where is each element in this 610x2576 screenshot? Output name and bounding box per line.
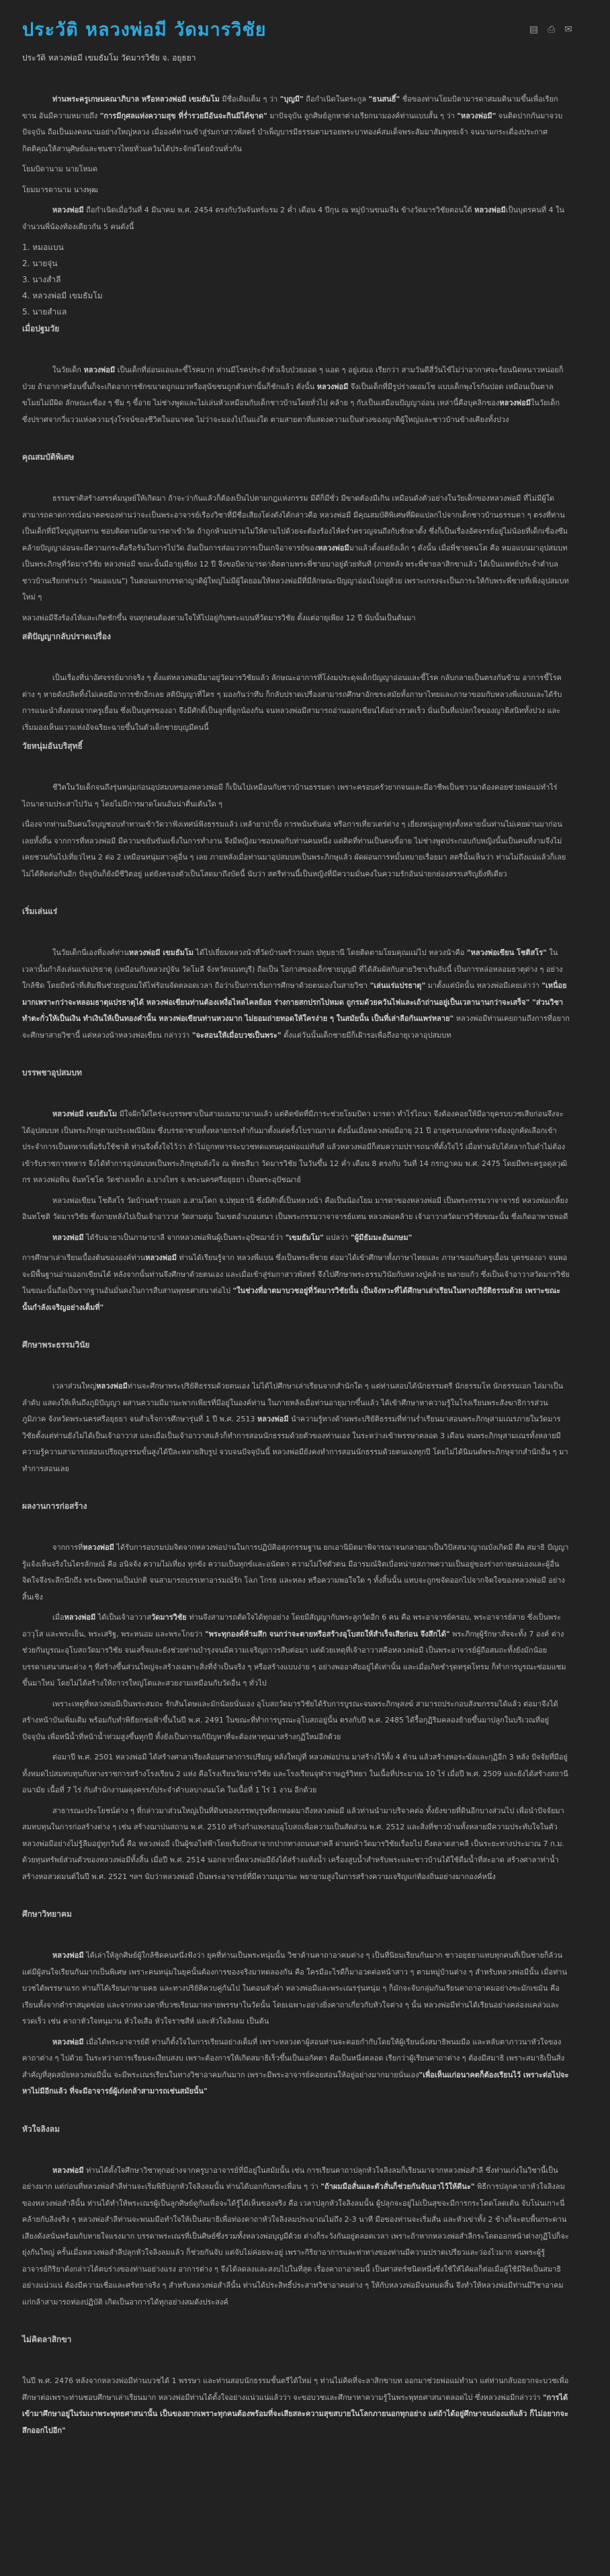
text: โยมบิดานาม นายโหมด xyxy=(22,165,98,173)
paragraph xyxy=(22,1378,570,1477)
bold-text: "พระทุกองค์ห้ามสึก จนกว่าจะตายหรือสร้างอุโบสถให้สำเร็จเสียก่อน จึงสึกได้" xyxy=(204,1629,450,1638)
text: มาตั้งแต่บัดนั้น หลวงพ่อมีเคยเล่าว่า xyxy=(425,981,542,990)
paragraph xyxy=(22,1250,570,1316)
text: ท่านจึงสามารถตัดใจได้ทุกอย่าง โดยมีสัญญากับพระลูกวัดอีก 6 คน คือ พระอาจารย์ครอบ, พระอาจารย์สาย ซึ่งเป็นพระอาวุโส และพระเย็น, พระเสริฐ, พระหนอม และพระโกยว่า xyxy=(22,1613,562,1638)
text: หลวงพ่อมีท่านเคยถามถึงการที่อยากจะศึกษาสายวิชานี้ แต่หลวงน้าหลวงพ่อเขียน กล่าวว่า xyxy=(22,1014,570,1040)
bold-text: หลวงพ่อมี xyxy=(83,366,116,374)
bold-text: "ผู้มีธัมมะอันเกษม" xyxy=(350,1233,412,1242)
text: ไม่คิดลาสิกขา xyxy=(22,2335,72,2344)
section-heading xyxy=(22,1067,570,1079)
text: ศึกษาพระธรรมวินัย xyxy=(22,1340,90,1349)
text: เนื่องจากท่านเป็นคนใจบุญชอบทำทานเข้าวัดวาฟังเทศน์ฟังธรรมแล้ว เหล้ายาปาปิ้ง การพนันขันต่อ หรือการเที่ยวเตร่ต่าง ๆ เยี่ยงหนุ่มลูกทุ่งทั้งหลายนั้นท่านไม่เคยผ่านมาก่อนเลยทั้งสิ้น จากการที่หลวงพ่อมี มีความขยันขันแข็งในการทำงาน จึงมีหญิงมาชอบพอกับท่านคนหนึ่ง แต่ติดที่ท่านเป็นคนขี้อาย ไม่ช่างพูดประกอบกับหญิงนั้นเป็นคนที่งามจึงไม่เคยชวนกันไปเที่ยวไหน 2 ต่อ 2 เหมือนหนุ่มสาวคู่อื่น ๆ เลย ภายหลังเมื่อท่านมาอุปสมบทเป็นพระภิกษุแล้ว ผัดผ่อนการหมั้นหมายเรื่อยมา สตรีนั้นเห็นว่า ท่านไม่ถึงแน่แล้วก็เลยไม่ได้ติดต่อกันอีก ปัจจุบันก็ยังมีชีวิตอยู่ แต่ยังครองตัวเป็นโสดมาถึงบัดนี้ นับว่า สตรีท่านนี้เป็นหญิงที่มีความมั่นคงในความรักอันน่ายกย่องสรรเสริญยิ่งทีเดียว xyxy=(22,820,566,878)
text: บรรพชาอุปสมบท xyxy=(22,1068,82,1077)
text: พิธีการปลุกคาถาหัวใจลิงลมของหลวงพ่อสำลีนั้น ท่านได้ทำให้พระเณรผู้เป็นลูกศิษย์ดูกันเพื่อจะได้รู้ได้เห็นของจริง คือ เวลาปลุกหัวใจลิงลมนั้น ผู้ปลุกจะอยู่ไม่เป็นสุขจะมีการกระโดดโลดเต้น จับโน่นเกาะนี่คล้ายกับลิงจริง ๆ หลวงพ่อสำลีท่านจะพนมมือทำใจให้เป็นสมาธิเพื่อท่องคาถาหัวใจลิงลมประมาณไม่ถึง 2-3 นาที มือของท่านจะเริ่มสั่น และหัวเข่าทั้ง 2 ข้างก็จะตบพื้นกระดานเสียงดังสนั่นพร้อมกับหายใจแรงมาก บรรดาพระเณรที่เป็นศิษย์ซึ่งรวมทั้งหลวงพ่อบุญมีด้วย ต่างก็ระวังกันอยู่ตลอดเวลา เพราะถ้าหากหลวงพ่อสำลีกระโดดออกหน้าต่างกุฏิไปก็จะยุ่งกันใหญ่ ครั้นเมื่อหลวงพ่อสำลีปลุกหัวใจลิงลมแล้ว ก็ช่วยกันจับ แต่จับไม่ค่อยจะอยู่ เพราะกิริยาอาการและท่าทางของท่านมีความปราดเปรียวและว่องไวมาก จนพระผู้รู้อาจารย์กิริยาดังกล่าวได้ตบร่างของท่านอย่างแรง อาการต่าง ๆ จึงได้ลดลงและสงบไปในที่สุด เรื่องคาถาอาคมนี้ เป็นศาสตร์ชนิดหนึ่งซึ่งใช้ให้ได้ผลก็ต่อเมื่อผู้ใช้มีจิตเป็นสมาธิอย่างแน่วแน่ ต้องมีความเชื่อและศรัทธาจริง ๆ สำหรับหลวงพ่อสำลีนั้น ท่านได้ประสิทธิ์ประสาทวิชาอาคมต่าง ๆ ให้กับหลวงพ่อมีจนหมดสิ้น จึงทำให้หลวงพ่อมีท่านมีวิชาอาคมแก่กล้าสามารถท่องปฏิบัติ เกิดเป็นอาการได้ทุกอย่างสมดังประสงค์ xyxy=(22,2182,569,2307)
article-subtitle: ประวัติ หลวงพ่อมี เขมธัมโม วัดมารวิชัย จ. อยุธยา xyxy=(22,53,196,63)
text: ถือกำเนิดเมื่อวันที่ 4 มีนาคม พ.ศ. 2454 ตรงกับวันจันทร์แรม 2 ค่ำ เดือน 4 ปีกุน ณ หมู่บ้านขนมจีน ข้างวัดมารวิชัยตอนใต้ xyxy=(83,206,475,214)
section-heading xyxy=(22,323,570,335)
paragraph xyxy=(22,362,570,428)
article-header xyxy=(22,15,570,44)
bold-text: หลวงพ่อมี xyxy=(52,206,84,214)
sibling-list-item xyxy=(22,288,570,304)
text: หลวงพ่อมีจึงร้องไห้และเกิดชักขึ้น จนทุกคนต้องตามใจให้ไปอยู่กับพระแบนที่วัดมารวิชัย ตั้งแต่อายุเพียง 12 ปี นับนั้นเป็นต้นมา xyxy=(22,613,416,622)
text: ผลงานการก่อสร้าง xyxy=(22,1501,87,1511)
bold-text: หลวงพ่อมี xyxy=(83,1543,114,1552)
paragraph xyxy=(22,1610,570,1692)
bold-text: หลวงพ่อมี xyxy=(96,1382,128,1390)
bold-text: หลวงพ่อมี xyxy=(499,399,531,407)
text: หัวใจลิงลม xyxy=(22,2124,60,2134)
text: เมื่อได้พระอาจารย์ดี ท่านก็ตั้งใจในการเรียนอย่างเต็มที่ เพราะหลวงตาผู้สอนท่านจะคอยกำกับโดยให้ผู้เรียนนั่งสมาธิพนมมือ และหลับตาภาวนาหัวใจของคาถาต่าง ๆ ไปด้วย ในระหว่างการเรียนจะเงียบสงบ เพราะต้องการให้เกิดสมาธิเร็วขึ้นเป็นเอกัคตา คือเป็นหนึ่งตลอด เรียกว่าผู้เรียนคาถาต่าง ๆ ต้องมีสมาธิ เพราะสมาธิเป็นสิ่งสำคัญที่สุดสมัยหลวงพ่อมีนั้น จะมีพระเณรเรียนในทางวิชาอาคมกันมาก เพราะมีพระอาจารย์คอยสอนให้อยู่อย่างมากมายนั่นเอง xyxy=(22,2037,565,2079)
text: ได้เล่าให้ลูกศิษย์ผู้ใกล้ชิดคนหนึ่งฟังว่า ยุคที่ท่านเป็นพระหนุ่มนั้น วิชาด้านคาถาอาคมต่าง ๆ เป็นที่นิยมเรียนกันมาก ชาวอยุธยาแทบทุกคนที่เป็นชายก็ล้วนแต่มีผู้สนใจเรียนกันมากเป็นพิเศษ เพราะคนหนุ่มในยุคนั้นต้องการของจริงมาทดลองกัน คือ ใครมีอะไรดีก็มาอวดต่อหน้าสาว ๆ ตามหมู่บ้านต่าง ๆ สำหรับหลวงพ่อมีนั้น เมื่อท่านบวชได้พรรษาแรก ท่านก็ได้เรียนภาษามคธ และทางปริยัติควบคู่กันไป ในตอนหัวค่ำ หลวงพ่อมีและพระเณรรุ่นหนุ่ม ๆ ก็มักจะจับกลุ่มกันเรียนคาถาอาคมอย่างขะมักเขม้น คือเรียนทั้งจากตำราสมุดข่อย และจากหลวงตาที่บวชเรียนมาหลายพรรษาในวัดนั้น โดยเฉพาะอย่างยิ่งคาถาเกี่ยวกับหัวใจต่าง ๆ นั้น หลวงพ่อมีท่านได้เรียนอย่างคล่องแคล่วและรวดเร็ว เช่น คาถาหัวใจหนุมาน หัวใจเสือ หัวใจราชสีห์ และหัวใจลิงลม เป็นต้น xyxy=(22,1951,568,2026)
paragraph xyxy=(22,2373,570,2439)
text: ในวัยเด็กนี่เองที่องค์ท่าน xyxy=(52,948,129,957)
text: เริ่มเล่นแร่ xyxy=(22,907,58,916)
text: ในวัยเด็ก xyxy=(52,366,84,374)
text: ในเวลานั้นกำลังเล่นแร่แปรธาตุ (เหมือนกับหลวงปู่จัน วัดโมลี จังหวัดนนทบุรี) ถือเป็น โอกาสของเด็กชายบุญมี ที่ได้สัมผัสกับสายวิชาเร้นลับนี้ เป็นการหล่อหลอมธาตุต่าง ๆ อย่างใกล้ชิด โดยมีหน้าที่เติมฟืนช่วยสูบลมให้ไฟร้อนจัดตลอดเวลา ถือว่าเป็นการเริ่มการศึกษาด้วยตนเองในสายวิชา xyxy=(22,948,563,990)
text: พระภิกษุผู้รักษาสัจจะทั้ง 7 องค์ ต่างช่วยกันบูรณะอุโบสถวัดมารวิชัย จนเสร็จและยังช่วยท่านบำรุงจนมีความเจริญถาวรสืบต่อมา แต่ด้วยเหตุที่เจ้าอาวาสคือหลวงพ่อมี เป็นพระอาจารย์ผู้ถือสมถะทั้งยังมักน้อย บรรดาเสนาสนะต่าง ๆ ที่สร้างขึ้นส่วนใหญ่จะสร้างเฉพาะสิ่งที่จำเป็นจริง ๆ หรือสร้างแบบง่าย ๆ อย่างพออาศัยอยู่ได้เท่านั้น และเมื่อเกิดชำรุดทรุดโทรม ก็ทำการบูรณะซ่อมแซมขึ้นมาใหม่ โดยไม่ได้สร้างให้ถาวรใหญ่โตและสวยงามเหมือนกับวัดอื่น ๆ ทั่วไป xyxy=(22,1629,566,1688)
text: ต่อมาปี พ.ศ. 2501 หลวงพ่อมี ได้สร้างศาลาเรียงล้อมศาลาการเปรียญ หลังใหญ่ที่ หลวงพ่อปาน มาสร้างไว้ทั้ง 4 ด้าน แล้วสร้างหอระฆังและกุฏิอีก 3 หลัง ปัจจัยที่มีอยู่ทั้งหมดไปสมทบทุนกับทางราชการสร้างโรงเรียน 2 แห่ง คือโรงเรียนวัดมารวิชัย และโรงเรียนจุฬาราษฎร์วิทยา ในเนื้อที่ประมาณ 10 ไร่ เมื่อปี พ.ศ. 2509 และยังได้สร้างสถานีอนามัย เนื้อที่ 7 ไร่ กับสำนักงานผดุงครรภ์ประจำตำบลบางนมโค ในเนื้อที่ 1 ไร่ 1 งาน อีกด้วย xyxy=(22,1753,568,1794)
paragraph xyxy=(22,161,570,178)
text: ศึกษาวิทยาคม xyxy=(22,1909,72,1919)
paragraph xyxy=(22,945,570,1044)
paragraph xyxy=(22,182,570,199)
text: ได้รับฉายาเป็นภาษาบาลี จากหลวงพ่อพินผู้เป็นพระอุปัชฌาย์ว่า xyxy=(83,1233,286,1242)
bold-text: หลวงพ่อมี xyxy=(145,1253,177,1262)
bold-text: หลวงพ่อมี xyxy=(318,543,349,552)
bold-text: "ในช่วงที่อาตมาบวชอยู่ที่วัดมารวิชัยนั้น เป็นจังหวะที่ได้ศึกษาเล่าเรียนในทางปริยัติธรรมด้วย เพราะขณะนั้นกำลังเจริญอย่างเต็มที่" xyxy=(22,1286,561,1312)
print-icon[interactable]: ⎙ xyxy=(548,24,556,35)
section-heading xyxy=(22,451,570,464)
bold-text: หลวงพ่อมี xyxy=(257,1415,289,1423)
bold-text: "การมีกุศลแห่งความสุข ที่ร่ำรวยมีอันจะกินมิได้ขาด" xyxy=(99,111,267,120)
text: ได้เป็นเจ้าอาวาส xyxy=(95,1613,151,1622)
bold-text: หลวงพ่อมี xyxy=(52,1233,84,1242)
bold-text: "เหนื่อยมากเพราะกว่าจะหลอมธาตุแปรธาตุได้ หลวงพ่อเขียนท่านต้องเหงื่อไหลไคลย้อย ร่างกายสกปรกไปหมด ถูกรมด้วยควันไฟและเถ้าถ่านอยู่เป็นเวลานานกว่าจะเสร็จ" "ส่วนวิชาทำตะกั่วให้เป็นเงิน ทำเงินให้เป็นทองคำนั้น หลวงพ่อเขียนท่านหวงมาก ไม่ยอมถ่ายทอดให้ใครง่าย ๆ ในสมัยนั้น เป็นที่เล่าลือกันแพร่หลาย" xyxy=(22,981,567,1023)
text: ชื่อของท่านโยมบิดามารดาสมมตินามขึ้นเพื่อเรียกขาน อันมีความหมายถึง xyxy=(22,95,558,120)
bold-text: "เพื่อเห็นแก่อนาคตก็ต้องเรียนไว้ เพราะต่อไปจะหาไม่มีอีกแล้ว ที่จะมีอาจารย์ผู้เก่งกล้าสามารถเช่นสมัยนั้น" xyxy=(22,2070,569,2095)
bold-text: "หลวงพ่อมี" xyxy=(457,111,496,120)
paragraph xyxy=(22,91,570,157)
section-heading xyxy=(22,905,570,918)
text: ถือกำเนิดในตระกูล xyxy=(303,95,369,103)
text: 2. นายจุ่น xyxy=(22,259,58,268)
bold-text: "เล่นแร่แปรธาตุ" xyxy=(369,981,426,990)
bold-text: หลวงพ่อมี เขมธัมโม xyxy=(52,1110,118,1118)
pdf-icon[interactable]: ▤ xyxy=(529,24,539,35)
bold-text: "ธนสนธิ์" xyxy=(368,95,400,103)
text: แปลว่า xyxy=(323,1233,351,1242)
text: มาปัจจุบัน ลูกศิษย์ลูกหาต่างเรียกนามองค์ท่านแบบสั้น ๆ ว่า xyxy=(267,111,458,120)
page-title: ประวัติ หลวงพ่อมี วัดมารวิชัย xyxy=(22,19,267,40)
text: ธรรมชาติสร้างสรรค์มนุษย์ให้เกิดมา ถ้าจะว่ากันแล้วก็ต้องเป็นไปตามกฎแห่งกรรม มีดีก็มีชั่ว มีขาดต้องมีเกิน เหมือนดังตัวอย่างในวัยเด็กของหลวงพ่อมี ที่ไม่มีผู้ใดสามารถคาดการณ์อนาคตของท่านว่าจะเป็นพระอาจารย์เรืองวิชาที่มีชื่อเสียงโด่งดังได้กล่าวคือ หลวงพ่อมี มีคุณสมบัติพิเศษที่ผิดแปลกไปจากเด็กชาวบ้านธรรมดา ๆ ตรงที่ท่านเป็นเด็กที่มีใจบุญสุนทาน ชอบติดตามบิดามารดาเข้าวัด ถ้าถูกห้ามปรามไม่ให้ตามไปด้วยจะต้องร้องไห้คร่ำครวญจนถึงกับชักตาตั้ง ซึ่งก็เป็นเรื่องอัศจรรย์อยู่ไม่น้อยที่เด็กเซื่องซึมคล้ายปัญญาอ่อนจะมีความกระตือรือร้นในการไปวัด อันเป็นการส่อแววการเป็นเกจิอาจารย์ของ xyxy=(22,494,568,552)
text: ชีวิตในวัยเด็กจนถึงรุ่นหนุ่มก่อนอุปสมบทของหลวงพ่อมี ก็เป็นไปเหมือนกับชาวบ้านธรรมดา เพราะครอบครัวยากจนและมีอาชีพเป็นชาวนาต้องคอยช่วยพ่อแม่ทำไร่ไถนาตามประสาไปวัน ๆ โดยไม่มีการผาดโผนอันน่าตื่นเต้นใด ๆ xyxy=(22,783,558,808)
text: ในวัยเด็ก ซึ่งปราศจากวี่แววแห่งความรุ่งโรจน์ของชีวิตในอนาคต ไม่ว่าจะมองไปในแง่ใด ตามสายตาที่แสดงความเป็นห่วงของญาติผู้ใหญ่และชาวบ้านข้างเคียงทั้งปวง xyxy=(22,399,560,424)
paragraph xyxy=(22,817,570,882)
bold-text: หลวงพ่อมี xyxy=(52,2037,84,2046)
text: หลวงพ่อเขียน โชติสโร วัดบ้านพร้าวนอก อ.สามโคก จ.ปทุมธานี ซึ่งมีศักดิ์เป็นหลวงน้า คือเป็นน้องโยม มารดาของหลวงพ่อมี เป็นพระกรรมวาจาจารย์ หลวงพ่อเกลี้ยง อินทโชติ วัดมารวิชัย ซึ่งภายหลังไปเป็นเจ้าอาวาส วัดสามตุ่ม ในเขตอำเภอเสนา เป็นพระกรรมวาจาจารย์แทน หลวงพ่อคล้าย เจ้าอาวาสวัดมารวิชัยขณะนั้น ซึ่งเกิดอาพาธพอดี xyxy=(22,1196,568,1221)
bold-text: หลวงพ่อมี xyxy=(64,1613,96,1622)
paragraph xyxy=(22,491,570,606)
text: มาแล้วตั้งแต่ยังเล็ก ๆ ดังนั้น เมื่อพี่ชายคนโต คือ หมอแบนมาอุปสมบทเป็นพระภิกษุที่วัดมารวิชัย หลวงพ่อมี ขณะนั้นมีอายุเพียง 12 ปี จึงขอบิดามารดาติดตามพระพี่ชายมาอยู่ด้วยทันที (ภายหลัง พระพี่ชายลาสิกขาแล้ว ได้เป็นแพทย์ประจำตำบล ชาวบ้านเรียกท่านว่า "หมอแบน") ในตอนแรกบรรดาญาติผู้ใหญ่ไม่มีผู้ใดยอมให้หลวงพ่อมีที่มีลักษณะปัญญาอ่อนไปอยู่ด้วย เพราะเกรงจะเป็นภาระให้กับพระพี่ชายที่เพิ่งอุปสมบทใหม่ ๆ xyxy=(22,543,569,601)
bold-text: "การได้เข้ามาศึกษาอยู่ในร่มเงาพระพุทธศาสนานั้น เป็นของยากเพราะทุกคนต้องพร้อมที่จะเสียสละความสุขสบายในโลกภายนอกทุกอย่าง แต่ถ้าได้อยู่ศึกษาจนถ่องแท้แล้ว ก็ไม่อยากจะสึกออกไปอีก" xyxy=(22,2393,568,2435)
text: จากการที่ xyxy=(52,1543,83,1552)
section-heading xyxy=(22,740,570,753)
bold-text: "เขมธัมโม" xyxy=(285,1233,324,1242)
bold-text: ท่านพระครูเกษมคณาภิบาล หรือหลวงพ่อมี เขมธัมโม xyxy=(52,95,220,103)
bold-text: "ถ้าผมมือสั่นและตัวสั่นก็ช่วยกันจับเอาไว้ให้ดีนะ" xyxy=(320,2182,475,2191)
paragraph xyxy=(22,1540,570,1606)
text: มีชื่อเดิมเต็ม ๆ ว่า xyxy=(219,95,280,103)
bold-text: "บุญมี" xyxy=(279,95,304,103)
text: เป็นเรื่องที่น่าอัศจรรย์มากจริง ๆ ตั้งแต่หลวงพ่อมีมาอยู่วัดมารวิชัยแล้ว ลักษณะอาการที่โง่งมประดุจเด็กปัญญาอ่อนและขี้โรค กลับกลายเป็นตรงกันข้าม อาการขี้โรคต่าง ๆ หายดังปลิดทิ้งไม่เคยมีอาการชักอีกเลย สติปัญญาที่ใคร ๆ มองกันว่าทึบ ก็กลับปราดเปรื่องสามารถศึกษาอักขระสมัยทั้งภาษาไทยและภาษาขอมกับหลวงพี่แบนและได้รับการแนะนำสั่งสอนจากครูเยื้อน ซึ่งเป็นบุตรของอา จึงมีศักดิ์เป็นลูกพี่ลูกน้องกัน จนหลวงพ่อมีสามารถอ่านออกเขียนได้อย่างรวดเร็ว นั่นเป็นที่แปลกใจของญาติสนิททั้งปวง และเริ่มมองเห็นแววแห่งอัจฉริยะฉายขึ้นในตัวเด็กชายบุญมีคนนี้ xyxy=(22,673,562,732)
section-heading xyxy=(22,1908,570,1921)
text: สาธารณะประโยชน์ต่าง ๆ ที่กล่าวมาส่วนใหญ่เป็นที่ดินของบรรพบุรุษที่ตกทอดมาถึงหลวงพ่อมี แล้วท่านนำมาบริจาคต่อ ทั้งยังขายที่ดินอีกบางส่วนไป เพื่อนำปัจจัยมาสมทบทุนในการก่อสร้างต่าง ๆ เช่น สร้างฌาปนสถาน พ.ศ. 2510 สร้างกำแพงรอบอุโบสถเพื่อความเป็นสัดส่วน พ.ศ. 2512 และสิ่งที่ชาวบ้านทั้งหลายมีความประทับใจในตัวหลวงพ่อมีอย่างไม่รู้ลืมอยู่ทุกวันนี้ คือ หลวงพ่อมี เป็นผู้ขอไฟฟ้าโดยเริ่มปักเสาจากปากทางถนนสาคลี ผ่านหน้าวัดมารวิชัยเรื่อยไป ถึงตลาดสาคลี เป็นระยะทางประมาณ 7 ก.ม. ด้วยทุนทรัพย์ส่วนตัวของหลวงพ่อมีทั้งสิ้น เมื่อปี พ.ศ. 2514 นอกจากนี้หลวงพ่อมียังได้สร้างแท้งน้ำ เครื่องสูบน้ำสำหรับพระและชาวบ้านได้ใช้ดื่มน้ำที่สะอาด สร้างศาลาท่าน้ำ สร้างหอสวดมนต์ในปี พ.ศ. 2521 ฯลฯ นับว่าหลวงพ่อมี เป็นพระอาจารย์ที่มีความมุมานะ พยายามสูงในการสร้างความเจริญแก่ท้องถิ่นอย่างมากองค์หนึ่ง xyxy=(22,1806,564,1881)
paragraph xyxy=(22,670,570,736)
bold-text: หลวงพ่อมี xyxy=(316,382,349,391)
text: การศึกษาเล่าเรียนเบื้องต้นขององค์ท่าน xyxy=(22,1253,146,1262)
bold-text: หลวงพ่อมี xyxy=(52,2165,84,2175)
bold-text: หลวงพ่อมี เขมธัมโม xyxy=(128,948,194,957)
bold-text: "จะสอนให้เมื่อบวชเป็นพระ" xyxy=(191,1030,281,1040)
article-tools xyxy=(529,24,572,35)
paragraph xyxy=(22,2163,570,2311)
paragraph xyxy=(22,1948,570,2030)
paragraph xyxy=(22,610,570,627)
text: เวลาส่วนใหญ่ xyxy=(52,1382,97,1390)
text: ได้ไปเยี่ยมหลวงน้าที่วัดบ้านพร้าวนอก ปทุมธานี โดยติดตามโยมคุณแม่ไป หลวงน้าคือ xyxy=(193,948,467,957)
text: เมื่อปฐมวัย xyxy=(22,324,60,333)
text: ในปี พ.ศ. 2476 หลังจากหลวงพ่อมีท่านบวชได้ 1 พรรษา และท่านสอบนักธรรมชั้นตรีได้ใหม่ ๆ ท่านไม่คิดที่จะลาสิกขาบท ออกมาช่วยพ่อแม่ทำนา แต่ท่านกลับอยากจะบวชเพื่อศึกษาต่อเพราะท่านชอบศึกษาเล่าเรียนมาก หลวงพ่อมีท่านได้ตั้งใจอย่างแน่วแน่แล้วว่า จะขอบวชและศึกษาหาความรู้ในพระพุทธศาสนาตลอดไป ซึ่งหลวงพ่อมีกล่าวว่า xyxy=(22,2376,569,2402)
text: โยมมารดานาม นางพุฒ xyxy=(22,185,98,194)
text: ท่านจะศึกษาพระปริยัติธรรมด้วยตนเอง ไม่ได้ไปศึกษาเล่าเรียนจากสำนักใด ๆ แต่ท่านสอบได้นักธรรมตรี นักธรรมโท นักธรรมเอก ไล่มาเป็นลำดับ แสดงให้เห็นถึงภูมิปัญญา ผสานความมีมานะพากเพียรที่มีอยู่ในองค์ท่าน ในภายหลังเมื่อท่านอายุมากขึ้นแล้ว ได้เข้าศึกษาหาความรู้ในโรงเรียนพระสังฆาธิการส่วนภูมิภาค จังหวัดพระนครศรีอยุธยา จนสำเร็จการศึกษารุ่นที่ 1 ปี พ.ศ. 2513 xyxy=(22,1382,564,1423)
section-heading xyxy=(22,1500,570,1513)
text: เพราะเหตุที่หลวงพ่อมีเป็นพระสมถะ รักสันโดษและมักน้อยนั่นเอง อุโบสถวัดมารวิชัยได้รับการบูรณะจนพระภิกษุสงฆ์ สามารถประกอบสังฆกรรมได้แล้ว ต่อมาจึงได้สร้างหน้าบันเพิ่มเติม พร้อมกับทำพิธียกช่อฟ้าขึ้นในปี พ.ศ. 2491 ในขณะที่ทำการบูรณะอุโบสถอยู่นั้น ตรงกับปี พ.ศ. 2485 ได้รื้อกุฏิริมคลองย้ายขึ้นมาปลูกในบริเวณที่อยู่ปัจจุบัน เพื่อหนีน้ำที่หน้าน้ำท่วมสูงขึ้นทุกปี ทั้งยังเป็นการแก้ปัญหาที่จะต้องหาทุนมาสร้างกุฏิใหม่อีกด้วย xyxy=(22,1699,558,1741)
text: 5. นายสำแล xyxy=(22,307,67,317)
text: 4. หลวงพ่อมี เขมธัมโม xyxy=(22,291,103,300)
sibling-list-item xyxy=(22,304,570,320)
article-body xyxy=(22,91,570,2439)
bold-text: วัดมารวิชัย xyxy=(150,1613,187,1622)
text: คุณสมบัติพิเศษ xyxy=(22,452,75,462)
section-heading xyxy=(22,630,570,643)
bold-text: หลวงพ่อมี xyxy=(52,1951,84,1960)
section-heading xyxy=(22,1339,570,1352)
text: ท่านได้ตั้งใจศึกษาวิชาทุกอย่างจากครูบาอาจารย์ที่มีอยู่ในสมัยนั้น เช่น การเรียนคาถาปลุกหัวใจลิงลมก็เรียนมาจากหลวงพ่อสำลี ซึ่งท่านเก่งในวิชานี้เป็นอย่างมาก แต่ก่อนที่หลวงพ่อสำลีท่านจะเริ่มพิธีปลุกหัวใจลิงลมนั้น ท่านได้บอกกับพระเพื่อน ๆ ว่า xyxy=(22,2165,558,2191)
section-heading xyxy=(22,2123,570,2136)
paragraph xyxy=(22,202,570,235)
sibling-list-item xyxy=(22,272,570,288)
text: เป็นเด็กที่อ่อนแอและขี้โรคมาก ท่านมีโรคประจำตัวเจ็บป่วยออด ๆ แอด ๆ อยู่เสมอ เรียกว่า สามวันดีสี่วันไข้ไม่ว่าอากาศจะร้อนนิดหนาวหน่อยก็ป่วย ถ้าอากาศร้อนขึ้นก็จะเกิดอาการชักขนาดถูกแมวหรือสุนัขชนถูกตัวเท่านั้นก็ชักแล้ว ดังนั้น xyxy=(22,366,564,391)
text: นำความรู้ทางด้านพระปริยัติธรรมที่ท่านร่ำเรียนมาสอนพระภิกษุสามเณรภายในวัดมารวิชัยตั้งแต่ท่านยังไม่ได้เป็นเจ้าอาวาส และเมื่อเป็นเจ้าอาวาสแล้วก็ทำการสอนนักธรรมด้วยตัวของท่านเอง ในระหว่างเข้าพรรษาตลอด 3 เดือน จนพระภิกษุสามเณรทั้งหลายมีความรู้ความสามารถสอบเปรียญธรรมขั้นสูงได้ปีละหลายสิบรูป จวบจนปัจจุบันนี้ หลวงพ่อมียังคงทำการสอนนักธรรมด้วยตนเองทุกปี โดยไม่ได้นิมนต์พระภิกษุจากสำนักอื่น ๆ มาทำการสอนเลย xyxy=(22,1415,568,1473)
paragraph xyxy=(22,1230,570,1247)
section-heading xyxy=(22,2333,570,2346)
paragraph xyxy=(22,1803,570,1886)
text: 3. นางสำลี xyxy=(22,275,61,284)
text: เป็นบุตรคนที่ 4 ในจำนวนพี่น้องท้องเดียวกัน 5 คนดังนี้ xyxy=(22,206,565,231)
bold-text: หลวงพ่อมี xyxy=(474,206,506,214)
paragraph xyxy=(22,1193,570,1226)
text: จนติดปากกันมาจวบปัจจุบัน ถือเป็นมงคลนามอย่างใหญ่หลวง เมื่อองค์ท่านเข้าสู่ร่มกาสาวพัสตร์ บำเพ็ญบารมีธรรมตามรอยพระบาทองค์สมเด็จพระสัมมาสัมพุทธเจ้า จนนามกระเดื่องประกาศกิตติคุณให้สานุศิษย์และชนชาวไทยทั่วแคว้นได้ประจักษ์โดยถ้วนทั่วกัน xyxy=(22,111,563,153)
paragraph xyxy=(22,2034,570,2100)
text: ตั้งแต่วันนั้นเด็กชายมีก็เฝ้ารอเพื่อถึงอายุเวลาอุปสมบท xyxy=(281,1030,451,1040)
paragraph xyxy=(22,780,570,813)
text: ท่านได้เรียนรู้จาก หลวงพี่แบน ซึ่งเป็นพระพี่ชาย ต่อมาได้เข้าศึกษาทั้งภาษาไทยและ ภาษาขอมกับครูเยื้อน บุตรของอา จนพอจะมีพื้นฐานอ่านออกเขียนได้ หลังจากนั้นท่านจึงศึกษาด้วยตนเอง และเมื่อเข้าสู่ร่มกาสาวพัสตร์ จึงไปศึกษาพระธรรมวินัยกับหลวงปู่คล้าย พลายแก้ว ซึ่งเป็นเจ้าอาวาสวัดมารวิชัย ในขณะนั้นถือเป็นรากฐานอันมั่นคงในการสืบสานพุทธศาสนาต่อไป xyxy=(22,1253,570,1295)
text: เมื่อ xyxy=(52,1613,64,1622)
text: 1. หมอแบน xyxy=(22,243,64,252)
text: จึงเป็นเด็กที่มีรูปร่างผอมโซ แบบเด็กพุงโรก้นปอด เหมือนเป็นตาลขโมยไม่มีผิด ลักษณะเซื่อง ๆ ซึม ๆ ขี้อาย ไม่ช่างพูดและไม่เล่นหัวเหมือนกับเด็กชาวบ้านโดยทั่วไป คล้าย ๆ กับเป็นเสมือนปัญญาอ่อน เหล่านี้คือบุคลิกของ xyxy=(22,382,554,407)
text: สติปัญญากลับปราดเปรื่อง xyxy=(22,632,111,641)
text: วัยหนุ่มอันบริสุทธิ์ xyxy=(22,741,83,751)
paragraph xyxy=(22,1106,570,1189)
paragraph xyxy=(22,1696,570,1746)
sibling-list-item xyxy=(22,239,570,255)
email-icon[interactable]: ✉ xyxy=(564,24,572,35)
bold-text: "หลวงพ่อเขียน โชติสโร" xyxy=(466,948,547,957)
paragraph xyxy=(22,1749,570,1799)
text: ได้รับการอบรมบ่มจิตจากหลวงพ่อปานในการปฏิบัติอสุภกรรมฐาน ยกเอานิมิตมาพิจารณาจนกลายมาเป็นวิปัสสนาญาณบังเกิดมี ศีล สมาธิ ปัญญา รู้แจ้งเห็นจริงในไตรลักษณ์ คือ อนิจจัง ความไม่เที่ยง ทุกขัง ความเป็นทุกข์และอนัตตา ความไม่ใช่ตัวตน มีอารมณ์จิตเบื่อหน่ายสภาพความเป็นอยู่ของร่างกายตนเองและผู้อื่น จิตใจจึงระลึกนึกถึง พระนิพพานเป็นปกติ จนสามารถบรรเทาอารมณ์รัก โลภ โกรธ และหลง หรือความพอใจใด ๆ ทั้งสิ้นนั้น แทบจะถูกขจัดออกไปจากจิตใจของหลวงพ่อมี อย่างสิ้นเชิง xyxy=(22,1543,569,1602)
text: มีใจฝักใฝ่ใคร่จะบรรพชาเป็นสามเณรมานานแล้ว แต่ติดขัดที่มีภาระช่วยโยมบิดา มารดา ทำไร่ไถนา จึงต้องคอยให้มีอายุครบบวชเสียก่อนจึงจะได้อุปสมบท เป็นพระภิกษุตามประเพณีนิยม ซึ่งบรรดาชายทั้งหลายกระทำกันมาตั้งแต่ครั้งโบราณกาล ดังนั้นเมื่อหลวงพ่อมีอายุ 21 ปี อายุครบเกณฑ์ทหารต้องถูกคัดเลือกเข้าประจำการเป็นทหารเพื่อรับใช้ชาติ ท่านจึงตั้งใจไว้ว่า ถ้าไม่ถูกทหารจะบวชทดแทนคุณพ่อแม่ทันที แล้วหลวงพ่อมีก็สมความปรารถนาที่ตั้งใจไว้ เมื่อท่านจับได้สลากใบดำไม่ต้องเข้ารับราชการทหาร จึงได้ทำการอุปสมบทเป็นพระภิกษุสมดังใจ ณ พัทธสีมา วัดมารวิชัย ในวันขึ้น 12 ค่ำ เดือน 8 ตรงกับ วันที่ 14 กรกฎาคม พ.ศ. 2475 โดยมีพระครูอดุลวุฒิกร หลวงพ่อพิน จันทโชโต วัดช่างเหล็ก อ.บางไทร จ.พระนครศรีอยุธยา เป็นพระอุปัชฌาย์ xyxy=(22,1110,568,1184)
sibling-list-item xyxy=(22,255,570,272)
